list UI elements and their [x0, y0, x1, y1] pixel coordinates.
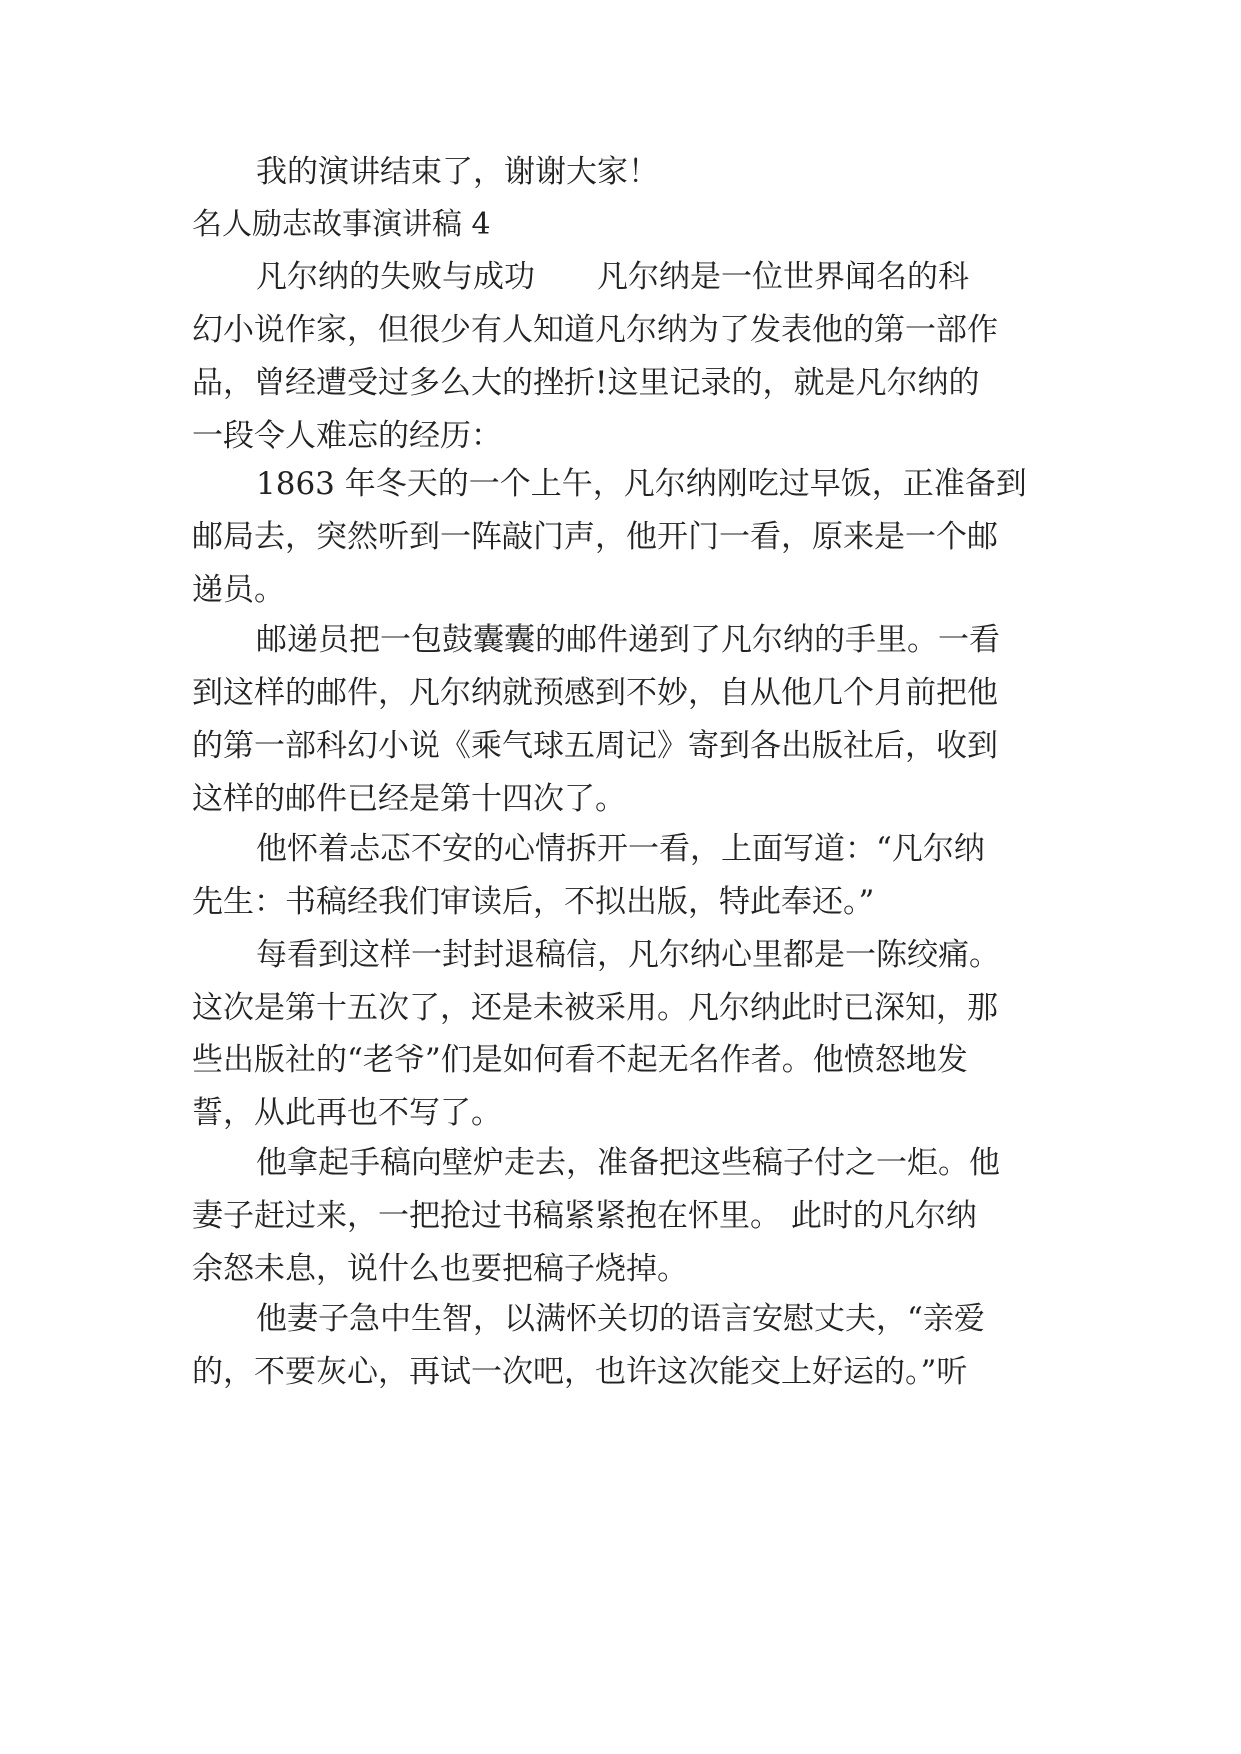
paragraph-line: 幻小说作家，但很少有人知道凡尔纳为了发表他的第一部作: [192, 312, 998, 348]
section-heading: 名人励志故事演讲稿 4: [192, 207, 491, 242]
paragraph-line: 凡尔纳的失败与成功 凡尔纳是一位世界闻名的科: [256, 259, 969, 295]
closing-line: 我的演讲结束了，谢谢大家！: [256, 154, 659, 190]
paragraph-line: 到这样的邮件，凡尔纳就预感到不妙，自从他几个月前把他: [192, 675, 998, 711]
paragraph-line: 邮递员把一包鼓囊囊的邮件递到了凡尔纳的手里。一看: [256, 622, 1000, 658]
paragraph-line: 1863 年冬天的一个上午，凡尔纳刚吃过早饭，正准备到: [256, 466, 1027, 502]
paragraph-line: 先生：书稿经我们审读后，不拟出版，特此奉还。”: [192, 884, 875, 920]
paragraph-line: 的，不要灰心，再试一次吧，也许这次能交上好运的。”听: [192, 1354, 968, 1390]
paragraph-line: 这样的邮件已经是第十四次了。: [192, 781, 626, 817]
paragraph-line: 品，曾经遭受过多么大的挫折!这里记录的，就是凡尔纳的: [192, 365, 980, 401]
paragraph-line: 誓，从此再也不写了。: [192, 1095, 502, 1131]
paragraph-line: 他怀着忐忑不安的心情拆开一看，上面写道：“凡尔纳: [256, 831, 985, 867]
paragraph-line: 妻子赶过来，一把抢过书稿紧紧抱在怀里。 此时的凡尔纳: [192, 1198, 977, 1234]
paragraph-line: 他妻子急中生智，以满怀关切的语言安慰丈夫，“亲爱: [256, 1301, 985, 1337]
paragraph-line: 这次是第十五次了，还是未被采用。凡尔纳此时已深知，那: [192, 990, 998, 1026]
paragraph-line: 递员。: [192, 572, 285, 608]
paragraph-line: 余怒未息，说什么也要把稿子烧掉。: [192, 1251, 688, 1287]
paragraph-line: 每看到这样一封封退稿信，凡尔纳心里都是一陈绞痛。: [256, 937, 1000, 973]
paragraph-line: 一段令人难忘的经历：: [192, 418, 502, 454]
paragraph-line: 他拿起手稿向壁炉走去，准备把这些稿子付之一炬。他: [256, 1145, 1000, 1181]
paragraph-line: 的第一部科幻小说《乘气球五周记》寄到各出版社后，收到: [192, 728, 998, 764]
paragraph-line: 些出版社的“老爷”们是如何看不起无名作者。他愤怒地发: [192, 1042, 968, 1078]
paragraph-line: 邮局去，突然听到一阵敲门声，他开门一看，原来是一个邮: [192, 519, 998, 555]
